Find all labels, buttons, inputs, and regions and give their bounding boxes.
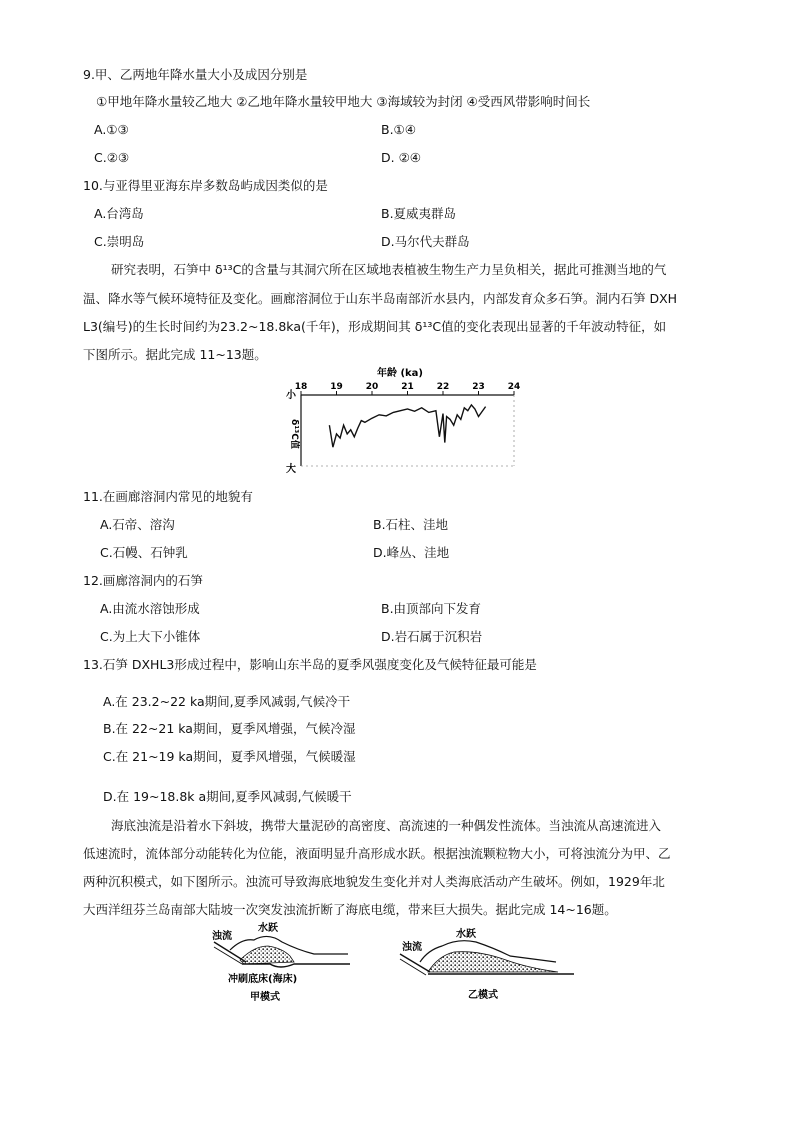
q10-option-c: C.崇明岛 — [94, 234, 145, 249]
y-top-label: 小 — [286, 390, 296, 401]
x-tick-label: 23 — [472, 382, 485, 392]
yi-slope — [400, 954, 430, 972]
yi-mode-diagram — [398, 924, 588, 1004]
q10-option-a: A.台湾岛 — [94, 206, 144, 221]
q12-stem: 12.画廊溶洞内的石笋 — [83, 573, 203, 588]
yi-turbidity-label: 浊流 — [402, 942, 422, 953]
q10-stem: 10.与亚得里亚海东岸多数岛屿成因类似的是 — [83, 178, 328, 193]
x-tick-label: 20 — [365, 382, 379, 392]
x-tick-label: 21 — [401, 382, 414, 392]
q10-option-d: D.马尔代夫群岛 — [381, 234, 470, 249]
q11-option-a: A.石帝、溶沟 — [100, 517, 175, 532]
delta-c13-series-line — [329, 405, 485, 447]
q9-option-a: A.①③ — [94, 122, 129, 137]
passage1-line4: 下图所示。据此完成 11~13题。 — [83, 347, 267, 362]
jia-sediment — [240, 946, 294, 964]
yi-sediment — [428, 952, 558, 972]
jia-mode-diagram — [210, 920, 360, 1004]
q9-option-c: C.②③ — [94, 150, 130, 165]
x-ticks — [295, 382, 521, 395]
q13-option-c: C.在 21~19 ka期间，夏季风增强，气候暖湿 — [103, 749, 356, 764]
x-tick-label: 22 — [436, 382, 450, 392]
delta-c13-chart — [282, 362, 522, 474]
jia-turbidity-label: 浊流 — [212, 931, 232, 942]
jia-flow-surface — [230, 936, 348, 954]
chart-title: 年龄 (ka) — [376, 368, 424, 379]
passage2-line2: 低速流时，流体部分动能转化为位能，液面明显升高形成水跃。根据浊流颗粒物大小，可将浊流分为甲、乙 — [83, 846, 671, 861]
q12-option-a: A.由流水溶蚀形成 — [100, 601, 200, 616]
q12-option-c: C.为上大下小锥体 — [100, 629, 201, 644]
passage2-line4: 大西洋纽芬兰岛南部大陆坡一次突发浊流折断了海底电缆，带来巨大损失。据此完成 14~16题。 — [83, 902, 617, 917]
yi-caption: 乙模式 — [468, 990, 498, 1001]
x-tick-label: 18 — [294, 382, 308, 392]
q10-option-b: B.夏威夷群岛 — [381, 206, 457, 221]
passage1-line3: L3(编号)的生长时间约为23.2~18.8ka(千年)，形成期间其 δ¹³C值的变化表现出显著的千年波动特征，如 — [83, 319, 667, 334]
jia-slope-inner — [214, 947, 242, 964]
x-tick-label: 19 — [330, 382, 343, 392]
q13-option-d: D.在 19~18.8k a期间,夏季风减弱,气候暖干 — [103, 789, 352, 804]
jia-bed-label: 冲刷底床(海床) — [228, 974, 298, 985]
q13-option-b: B.在 22~21 ka期间，夏季风增强，气候冷湿 — [103, 721, 356, 736]
jia-jump-label: 水跃 — [258, 923, 278, 934]
jia-seabed — [242, 964, 350, 967]
passage2-line3: 两种沉积模式，如下图所示。浊流可导致海底地貌发生变化并对人类海底活动产生破坏。例如，1929年北 — [83, 874, 665, 889]
yi-jump-label: 水跃 — [456, 929, 476, 940]
x-tick-label: 24 — [507, 382, 521, 392]
passage1-line2: 温、降水等气候环境特征及变化。画廊溶洞位于山东半岛南部沂水县内，内部发育众多石笋。洞内石笋 DXH — [83, 291, 678, 306]
q13-stem: 13.石笋 DXHL3形成过程中，影响山东半岛的夏季风强度变化及气候特征最可能是 — [83, 657, 537, 672]
q12-option-d: D.岩石属于沉积岩 — [381, 629, 483, 644]
y-axis-label: δ¹³C值 — [289, 419, 299, 449]
q13-option-a: A.在 23.2~22 ka期间,夏季风减弱,气候冷干 — [103, 694, 351, 709]
q9-option-d: D. ②④ — [381, 150, 421, 165]
y-bottom-label: 大 — [286, 464, 296, 474]
q9-stem: 9.甲、乙两地年降水量大小及成因分别是 — [83, 67, 308, 82]
q11-option-c: C.石幔、石钟乳 — [100, 545, 188, 560]
passage1-line1: 研究表明，石笋中 δ¹³C的含量与其洞穴所在区域地表植被生物生产力呈负相关，据此可推测当地的气 — [111, 262, 667, 277]
q9-statements: ①甲地年降水量较乙地大 ②乙地年降水量较甲地大 ③海域较为封闭 ④受西风带影响时间长 — [96, 94, 591, 109]
q12-option-b: B.由顶部向下发育 — [381, 601, 482, 616]
jia-caption: 甲模式 — [250, 992, 280, 1003]
q9-option-b: B.①④ — [381, 122, 416, 137]
q11-option-d: D.峰丛、洼地 — [373, 545, 450, 560]
q11-option-b: B.石柱、洼地 — [373, 517, 449, 532]
passage2-line1: 海底浊流是沿着水下斜坡，携带大量泥砂的高密度、高流速的一种偶发性流体。当浊流从高速流进入 — [111, 818, 662, 833]
q11-stem: 11.在画廊溶洞内常见的地貌有 — [83, 489, 253, 504]
